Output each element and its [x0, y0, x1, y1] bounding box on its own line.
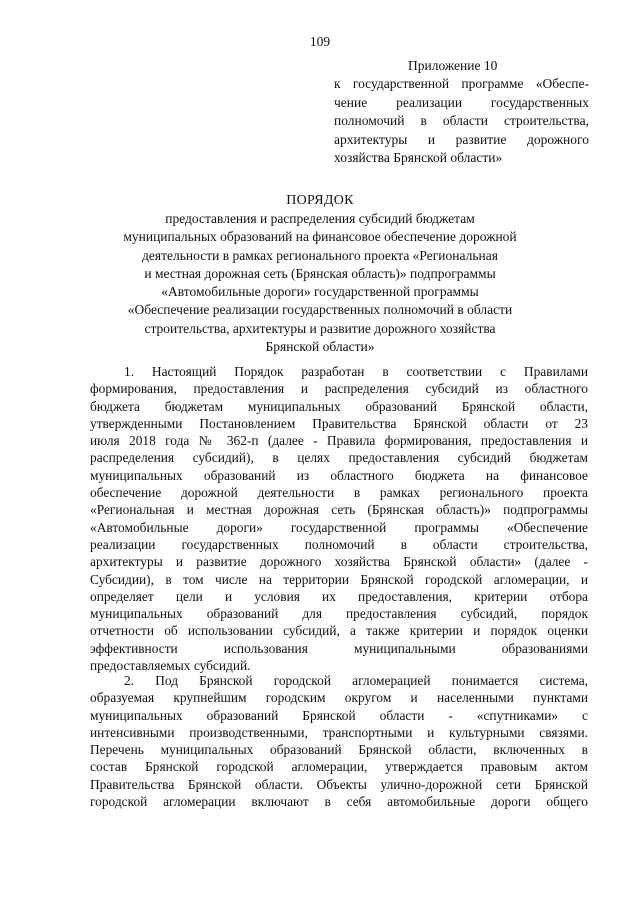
- subtitle-line: деятельности в рамках регионального проекта «Региональная: [142, 247, 498, 263]
- subtitle-line: предоставления и распределения субсидий бюджетам: [165, 211, 475, 226]
- paragraph-line: Субсидии), в том числе на территории Брянской городской агломерации, и: [90, 571, 588, 587]
- paragraph-line: муниципальных образований для предоставления субсидий, порядок: [90, 606, 588, 622]
- paragraph-line: интенсивными производственными, транспортными и культурными связями.: [90, 724, 588, 740]
- subtitle-line: и местная дорожная сеть (Брянская область)» подпрограммы: [144, 265, 496, 281]
- paragraph-line: июля 2018 года № 362-п (далее - Правила формирования, предоставления и: [90, 433, 588, 449]
- paragraph-line: образуемая крупнейшим городским округом и населенными пунктами: [90, 690, 588, 706]
- appendix-line: к государственной программе «Обеспе-: [334, 76, 589, 91]
- paragraph-line: формирования, предоставления и распределения субсидий из областного: [90, 381, 588, 397]
- subtitle-line: «Автомобильные дороги» государственной программы: [161, 284, 479, 300]
- paragraph-1: [90, 363, 588, 674]
- appendix-line: полномочий в области строительства,: [334, 113, 589, 128]
- subtitle-line: строительства, архитектуры и развитие дорожного хозяйства: [144, 320, 496, 336]
- paragraph-line: Перечень муниципальных образований Брянской области, включенных в: [90, 742, 588, 758]
- document-subtitle: [100, 210, 540, 356]
- appendix-text: [334, 75, 589, 168]
- appendix-line: хозяйства Брянской области»: [334, 150, 503, 165]
- paragraph-line: утвержденными Постановлением Правительства Брянской области от 23: [90, 415, 588, 431]
- subtitle-line: муниципальных образований на финансовое обеспечение дорожной: [123, 229, 517, 245]
- appendix-line: чение реализации государственных: [334, 94, 589, 110]
- paragraph-line: архитектуры и развитие дорожного хозяйства Брянской области» (далее -: [90, 554, 588, 570]
- paragraph-line: 1. Настоящий Порядок разработан в соответствии с Правилами: [124, 364, 588, 379]
- appendix-title: Приложение 10: [408, 58, 498, 73]
- subtitle-line: Брянской области»: [265, 339, 375, 355]
- paragraph-line: определяет цели и условия их предоставления, критерии отбора: [90, 588, 588, 604]
- page-number: 109: [309, 34, 331, 49]
- paragraph-line: Правительства Брянской области. Объекты улично-дорожной сети Брянской: [90, 776, 588, 792]
- paragraph-2: [90, 672, 588, 810]
- paragraph-line: бюджета бюджетам муниципальных образований Брянской области,: [90, 398, 588, 414]
- paragraph-line: муниципальных образований Брянской области - «спутниками» с: [90, 707, 588, 723]
- paragraph-line: муниципальных образований из областного бюджета на финансовое: [90, 467, 588, 483]
- subtitle-line: «Обеспечение реализации государственных полномочий в области: [127, 302, 513, 318]
- paragraph-line: состав Брянской городской агломерации, утверждается правовым актом: [90, 759, 588, 775]
- paragraph-line: реализации государственных полномочий в области строительства,: [90, 536, 588, 552]
- paragraph-line: обеспечение дорожной деятельности в рамках регионального проекта: [90, 485, 588, 501]
- document-title: ПОРЯДОК: [286, 193, 354, 208]
- paragraph-line: 2. Под Брянской городской агломерацией понимается система,: [124, 673, 588, 688]
- paragraph-line: отчетности об использовании субсидий, а также критерии и порядок оценки: [90, 623, 588, 639]
- paragraph-line: городской агломерации включают в себя автомобильные дороги общего: [90, 794, 588, 810]
- paragraph-line: «Автомобильные дороги» государственной программы «Обеспечение: [90, 519, 588, 535]
- paragraph-line: предоставляемых субсидий.: [90, 658, 251, 674]
- paragraph-line: «Региональная и местная дорожная сеть (Брянская область)» подпрограммы: [90, 502, 588, 518]
- appendix-line: архитектуры и развитие дорожного: [334, 131, 589, 147]
- paragraph-line: эффективности использования муниципальными образованиями: [90, 640, 588, 656]
- paragraph-line: распределения субсидий), в целях предоставления субсидий бюджетам: [90, 450, 588, 466]
